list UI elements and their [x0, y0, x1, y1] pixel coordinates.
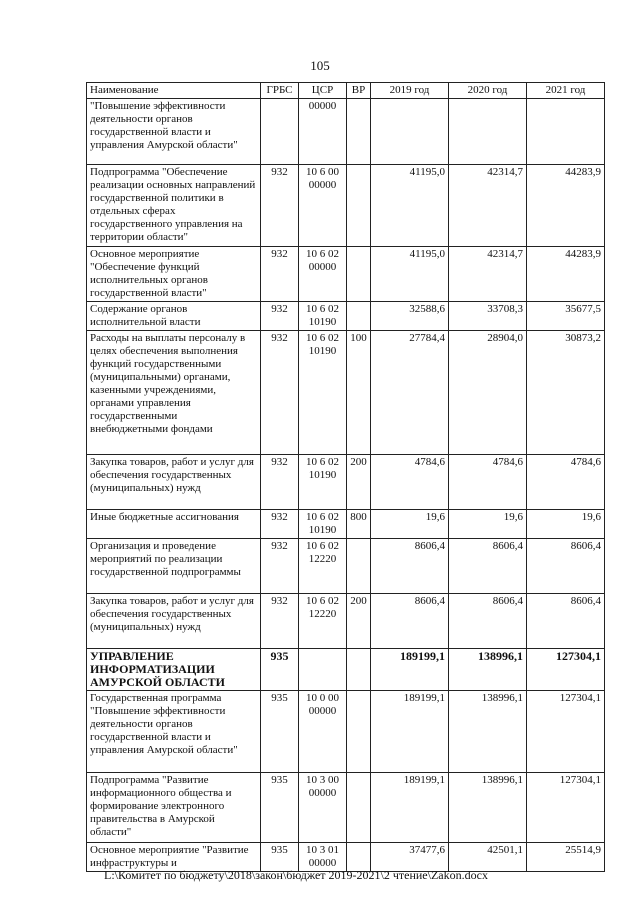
row-vr	[347, 165, 371, 247]
row-name: Иные бюджетные ассигнования	[87, 510, 261, 539]
row-vr: 200	[347, 455, 371, 510]
row-grbs: 932	[261, 539, 299, 594]
row-name: Государственная программа "Повышение эффективности деятельности органов государственной власти и управления Амурской области"	[87, 691, 261, 773]
row-value-2020: 138996,1	[449, 691, 527, 773]
row-grbs: 932	[261, 331, 299, 455]
row-value-2019: 8606,4	[371, 594, 449, 649]
row-value-2019: 189199,1	[371, 773, 449, 843]
row-value-2021: 44283,9	[527, 165, 605, 247]
row-value-2020: 4784,6	[449, 455, 527, 510]
header-grbs: ГРБС	[261, 83, 299, 99]
row-csr: 10 6 00 00000	[299, 165, 347, 247]
row-value-2019: 41195,0	[371, 165, 449, 247]
row-value-2021: 127304,1	[527, 773, 605, 843]
row-name: УПРАВЛЕНИЕ ИНФОРМАТИЗАЦИИ АМУРСКОЙ ОБЛАСТИ	[87, 649, 261, 691]
row-grbs: 932	[261, 594, 299, 649]
row-vr	[347, 99, 371, 165]
row-name: Основное мероприятие "Развитие инфраструктуры и	[87, 843, 261, 872]
row-vr: 100	[347, 331, 371, 455]
row-value-2021: 8606,4	[527, 594, 605, 649]
table-row	[87, 302, 605, 331]
row-name: "Повышение эффективности деятельности органов государственной власти и управления Амурской области"	[87, 99, 261, 165]
row-grbs: 932	[261, 302, 299, 331]
row-value-2019: 189199,1	[371, 691, 449, 773]
row-vr: 200	[347, 594, 371, 649]
row-csr: 10 3 00 00000	[299, 773, 347, 843]
row-vr	[347, 247, 371, 302]
row-name: Содержание органов исполнительной власти	[87, 302, 261, 331]
row-csr: 10 6 02 10190	[299, 331, 347, 455]
row-value-2021: 8606,4	[527, 539, 605, 594]
row-csr: 10 0 00 00000	[299, 691, 347, 773]
row-value-2021: 127304,1	[527, 649, 605, 691]
row-name: Расходы на выплаты персоналу в целях обеспечения выполнения функций государственными (муниципальными) органами, казенными учреждениями, органами управления государственными внебюджетными фондами	[87, 331, 261, 455]
header-2019: 2019 год	[371, 83, 449, 99]
row-grbs: 932	[261, 165, 299, 247]
row-value-2020: 42314,7	[449, 247, 527, 302]
row-name: Закупка товаров, работ и услуг для обеспечения государственных (муниципальных) нужд	[87, 455, 261, 510]
row-value-2019: 4784,6	[371, 455, 449, 510]
row-value-2019: 32588,6	[371, 302, 449, 331]
row-value-2019: 189199,1	[371, 649, 449, 691]
file-path-footer: L:\Комитет по бюджету\2018\закон\бюджет 2019-2021\2 чтение\Zakon.docx	[104, 868, 488, 882]
row-value-2019	[371, 99, 449, 165]
row-grbs: 932	[261, 510, 299, 539]
row-csr: 10 6 02 10190	[299, 510, 347, 539]
row-name: Организация и проведение мероприятий по реализации государственной подпрограммы	[87, 539, 261, 594]
row-name: Закупка товаров, работ и услуг для обеспечения государственных (муниципальных) нужд	[87, 594, 261, 649]
row-csr: 10 6 02 12220	[299, 594, 347, 649]
row-value-2020: 8606,4	[449, 539, 527, 594]
row-value-2021: 127304,1	[527, 691, 605, 773]
row-csr: 10 6 02 10190	[299, 455, 347, 510]
row-value-2019: 19,6	[371, 510, 449, 539]
row-grbs: 935	[261, 843, 299, 872]
page-number: 105	[310, 58, 330, 73]
header-2021: 2021 год	[527, 83, 605, 99]
row-value-2020: 42314,7	[449, 165, 527, 247]
row-value-2020	[449, 99, 527, 165]
row-csr: 00000	[299, 99, 347, 165]
header-row	[87, 83, 605, 99]
row-grbs: 935	[261, 773, 299, 843]
row-value-2020: 33708,3	[449, 302, 527, 331]
row-name: Основное мероприятие "Обеспечение функций исполнительных органов государственной власти"	[87, 247, 261, 302]
table-row	[87, 539, 605, 594]
row-vr	[347, 691, 371, 773]
row-value-2020: 19,6	[449, 510, 527, 539]
table-row	[87, 247, 605, 302]
row-value-2020: 138996,1	[449, 773, 527, 843]
table-body	[87, 99, 605, 872]
row-csr: 10 3 01 00000	[299, 843, 347, 872]
row-value-2020: 28904,0	[449, 331, 527, 455]
table-row	[87, 594, 605, 649]
row-value-2021: 35677,5	[527, 302, 605, 331]
table-row	[87, 510, 605, 539]
row-vr	[347, 539, 371, 594]
row-value-2021: 25514,9	[527, 843, 605, 872]
table-row	[87, 331, 605, 455]
row-grbs	[261, 99, 299, 165]
header-2020: 2020 год	[449, 83, 527, 99]
row-value-2021	[527, 99, 605, 165]
header-vr: ВР	[347, 83, 371, 99]
table-row	[87, 455, 605, 510]
row-vr	[347, 649, 371, 691]
row-vr	[347, 773, 371, 843]
row-value-2020: 8606,4	[449, 594, 527, 649]
table-row	[87, 691, 605, 773]
row-grbs: 935	[261, 649, 299, 691]
table-row	[87, 99, 605, 165]
row-name: Подпрограмма "Обеспечение реализации основных направлений государственной политики в отдельных сферах государственного управления на территории области"	[87, 165, 261, 247]
row-value-2019: 8606,4	[371, 539, 449, 594]
table-row	[87, 649, 605, 691]
row-value-2021: 44283,9	[527, 247, 605, 302]
row-value-2019: 27784,4	[371, 331, 449, 455]
row-value-2019: 41195,0	[371, 247, 449, 302]
row-value-2021: 4784,6	[527, 455, 605, 510]
row-value-2020: 138996,1	[449, 649, 527, 691]
row-grbs: 935	[261, 691, 299, 773]
row-value-2021: 19,6	[527, 510, 605, 539]
row-csr	[299, 649, 347, 691]
budget-table	[86, 82, 605, 872]
table-row	[87, 773, 605, 843]
row-csr: 10 6 02 00000	[299, 247, 347, 302]
row-vr: 800	[347, 510, 371, 539]
row-vr	[347, 302, 371, 331]
row-value-2019: 37477,6	[371, 843, 449, 872]
row-value-2020: 42501,1	[449, 843, 527, 872]
table-row	[87, 165, 605, 247]
row-value-2021: 30873,2	[527, 331, 605, 455]
row-csr: 10 6 02 12220	[299, 539, 347, 594]
row-csr: 10 6 02 10190	[299, 302, 347, 331]
header-csr: ЦСР	[299, 83, 347, 99]
row-grbs: 932	[261, 247, 299, 302]
row-grbs: 932	[261, 455, 299, 510]
row-name: Подпрограмма "Развитие информационного общества и формирование электронного правительства в Амурской области"	[87, 773, 261, 843]
header-name: Наименование	[87, 83, 261, 99]
